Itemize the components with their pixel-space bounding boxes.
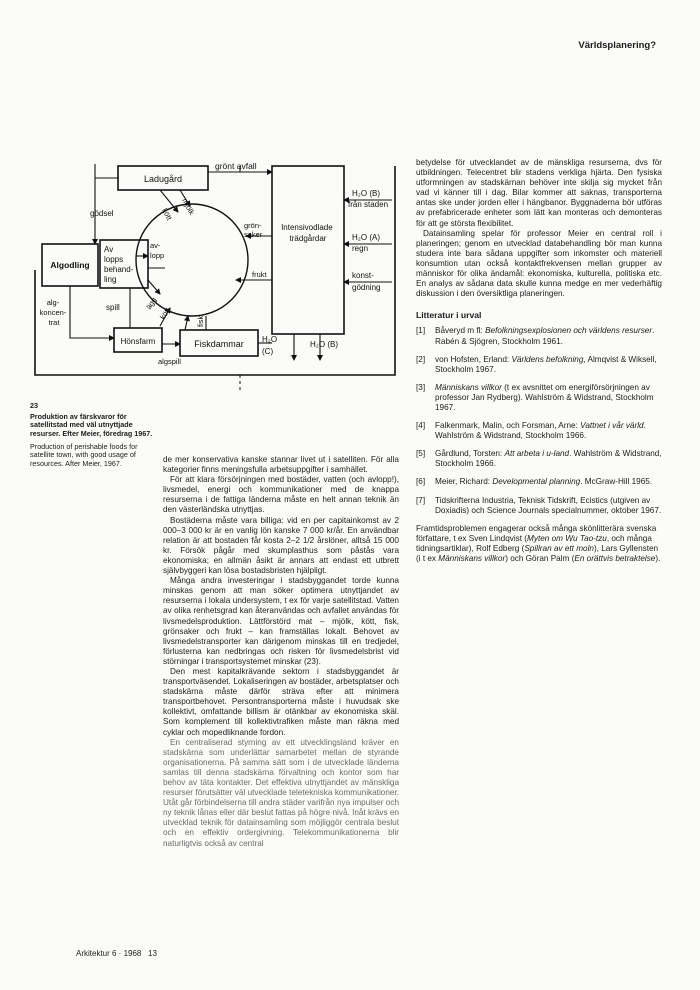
h2o-b-bottom-label: H₂O (B) xyxy=(310,340,338,349)
tradgardar-label-2: trädgårdar xyxy=(289,234,327,243)
svg-text:Av lopps behand- l xyxy=(104,245,136,284)
reference-author: Meier, Richard: xyxy=(435,477,493,487)
reference-item xyxy=(416,449,662,469)
reference-title: Developmental planning xyxy=(492,477,581,487)
reference-number: [2] xyxy=(416,354,426,364)
reference-author: Gårdlund, Torsten: xyxy=(435,449,505,459)
right-text-column xyxy=(416,158,662,564)
reference-item xyxy=(416,477,662,487)
svg-text:H₂O (C) xyxy=(262,335,279,356)
avlopp-label-1: Av xyxy=(104,245,114,254)
reference-author: Båveryd m fl: xyxy=(435,326,486,336)
reference-text xyxy=(435,355,662,375)
caption-swedish: Produktion av färskvaror för satellitstad med väl utnyttjade resurser. Efter Meier, föredrag 1967. xyxy=(30,411,153,438)
h2o-a-regn-label-2: regn xyxy=(352,244,369,253)
reference-publisher: , Almqvist & Wiksell, Stockholm 1967. xyxy=(435,354,657,374)
page-number: 13 xyxy=(148,949,157,958)
algspill-label: algspill xyxy=(158,357,181,366)
running-head: Världsplanering? xyxy=(578,40,656,51)
svg-text:av- lopp xyxy=(150,241,164,260)
body-paragraph: En centraliserad styrning av ett utvecklingsland kräver en stadskärna som underlättar samarbetet mellan de styrande organisationerna. På samma sätt som i de utvecklade länderna samlas till denna stadskärna förvaltning och kontor som har behov av täta kontakter. Det effektiva utnyttjandet av mänskliga resurser förutsätter väl utvecklade teletekniska kommunikationer. Utåt går förbindelserna till andra städer varifrån nya impulser och ny teknik lånas eller där beslut fattas på högre nivå. Inåt krävs en utvecklad teknik för datainsamling som möjliggör centrala beslut och en effektiv ordergivning. Telekommunikationerna blir naturligtvis också av central xyxy=(163,737,399,848)
middle-text-column xyxy=(163,455,399,849)
text-segment: ) och Göran Palm ( xyxy=(505,554,575,563)
reference-publisher: (t ex avsnittet om energiförsörjningen av professor Jan Rydberg). Wahlström & Widstrand, Stockholm 1967. xyxy=(435,382,654,412)
reference-item xyxy=(416,355,662,375)
reference-author: Falkenmark, Malin, och Forsman, Arne: xyxy=(435,421,581,431)
godsel-label: gödsel xyxy=(90,209,114,218)
work-title: Spillran av ett moln xyxy=(524,543,594,553)
reference-number: [6] xyxy=(416,477,426,487)
text-segment: ). xyxy=(655,554,661,563)
reference-author: von Hofsten, Erland: xyxy=(435,354,512,364)
text-segment: , och många tidningsartiklar), Rolf Edberg ( xyxy=(416,533,652,553)
body-paragraph: Datainsamling spelar för professor Meier en central roll i planeringen; genom en utvecklad databehandling bör man kunna studera inte bara sådana uppgifter som inkomster och materiell konsumtion utan också kontaktfrekvensen mellan grupper av människor för olika ändamål: ekonomiska, kulturella, politiska etc. En analys av sådana data skulle kunna medge en mer vederhäftig diskussion i den översiktliga planeringen. xyxy=(416,228,662,299)
algkoncentrat-label-3: trat xyxy=(48,318,60,327)
kott-top-label: kött xyxy=(160,206,174,222)
gronsaker-label-2: saker xyxy=(244,230,263,239)
algkoncentrat-label-1: alg- xyxy=(46,298,60,307)
reference-text xyxy=(435,477,662,487)
avlopp-label-3: behand- xyxy=(104,265,134,274)
resource-flow-diagram xyxy=(30,160,410,400)
figure-number: 23 xyxy=(30,401,38,410)
algodling-label: Algodling xyxy=(50,260,90,270)
agg-label: ägg xyxy=(144,295,159,312)
svg-text:H₂O (A) regn xyxy=(352,233,382,253)
figure-caption xyxy=(30,402,155,468)
reference-text xyxy=(435,449,662,469)
reference-text xyxy=(435,383,662,413)
body-paragraph: För att klara försörjningen med bostäder, vatten (och avlopp!), livsmedel, energi och kommunikationer med de knappa resurserna i de fattiga länderna måste en helt annan teknik än den västerländska utnyttjas. xyxy=(163,475,399,515)
reference-publisher: . McGraw-Hill 1965. xyxy=(580,477,653,487)
ladugard-label: Ladugård xyxy=(143,174,183,184)
spill-label: spill xyxy=(106,303,120,312)
mjolk-label: mjölk xyxy=(180,196,197,217)
caption-english: Production of perishable foods for satellite town, with good usage of resources. After Meier, 1967. xyxy=(30,441,138,468)
body-paragraph: Bostäderna måste vara billiga: vid en per capitainkomst av 2 000–3 000 kr är en vanlig lön kanske 7 000 kr/år. En användbar relation är att bostaden får kosta 2–2 1/2 årslöner, alltså 15 000 kr. Försök pågår med skumplasthus som påstås vara ekonomiska; en allmän åsikt är annars att endast ett utbrett självbyggeri kan lösa bostadsbristen hjälpligt. xyxy=(163,515,399,576)
h2o-b-staden-label-2: från staden xyxy=(348,200,389,209)
reference-text xyxy=(435,326,662,346)
konstgodning-label-1: konst- xyxy=(352,271,374,280)
reference-number: [4] xyxy=(416,421,426,431)
body-paragraph: Många andra investeringar i stadsbyggandet torde kunna minskas genom att man söker optimera utnyttjandet av resurserna i lokala undersystem, t ex för varje satellitstad. Vatten av olika renhetsgrad kan återanvändas och avfallet användas för livsmedelsproduktion. Lättförstörd mat – mjölk, kött, fisk, grönsaker och frukt – kan framställas lokalt. Behovet av livsmedelstransporter kan därigenom minskas till en tredjedel, förlusterna kan nedbringas och risken för livsmedelsbrist vid störningar i transportsystemet minskar (23). xyxy=(163,576,399,666)
work-title: Människans villkor xyxy=(438,554,506,563)
kott-bottom-label: kött xyxy=(158,306,173,322)
fiskdammar-label: Fiskdammar xyxy=(194,339,244,349)
page-footer xyxy=(76,949,157,958)
svg-text:alg- koncen- trat xyxy=(40,298,69,327)
konstgodning-label-2: gödning xyxy=(352,283,381,292)
h2o-a-regn-label-1: H₂O (A) xyxy=(352,233,380,242)
svg-text:grön- saker xyxy=(244,221,264,239)
text-segment: ), Lars Gyllensten (i t ex xyxy=(416,543,659,563)
svg-text:H₂O (B) från staden xyxy=(348,189,388,209)
reference-text xyxy=(435,496,662,516)
reference-text xyxy=(435,421,662,441)
h2o-c-label-1: H₂O xyxy=(262,335,278,344)
svg-text:Intensivodlade trädgårdar xyxy=(281,223,335,243)
reference-item xyxy=(416,421,662,441)
avlopp-flow-label-1: av- xyxy=(150,241,161,250)
h2o-c-label-2: (C) xyxy=(262,347,274,356)
reference-list xyxy=(416,326,662,515)
reference-number: [5] xyxy=(416,449,426,459)
body-paragraph: de mer konservativa kanske stannar livet ut i satelliten. För alla kategorier finns meningsfulla arbetsuppgifter i samhället. xyxy=(163,455,399,475)
work-title: Myten om Wu Tao-tzu xyxy=(527,533,607,543)
honsfarm-label: Hönsfarm xyxy=(120,337,156,346)
reference-number: [3] xyxy=(416,382,426,392)
reference-publisher: . Rabén & Sjögren, Stockholm 1961. xyxy=(435,326,655,346)
avlopp-label-4: ling xyxy=(104,275,117,284)
reference-item xyxy=(416,496,662,516)
text-segment: Framtidsproblemen engagerar också många skönlitterära svenska författare, t ex Sven Lindqvist ( xyxy=(416,523,657,543)
reference-item xyxy=(416,326,662,346)
reference-item xyxy=(416,383,662,413)
gront-avfall-label: grönt avfall xyxy=(215,161,257,171)
h2o-b-staden-label-1: H₂O (B) xyxy=(352,189,380,198)
avlopp-label-2: lopps xyxy=(104,255,124,264)
reference-publisher: . Wahlström & Widstrand, Stockholm 1966. xyxy=(435,421,646,441)
frukt-label: frukt xyxy=(252,270,267,279)
body-paragraph: Den mest kapitalkrävande sektorn i stadsbyggandet är transportväsendet. Lokaliseringen av bostäder, arbetsplatser och stadskärna måste därför sträva efter att minimera transportbehovet. Persontransporterna måste i huvudsak ske kollektivt, omfattande billism är otänkbar av ekonomiska skäl. Som komplement till kollektivtrafiken måste man räkna med cyklar och mopedliknande fordon. xyxy=(163,666,399,737)
fisk-label: fisk xyxy=(196,315,205,327)
closing-paragraph xyxy=(416,524,662,564)
tradgardar-label-1: Intensivodlade xyxy=(281,223,333,232)
journal-issue: Arkitektur 6 · 1968 xyxy=(76,949,142,958)
reference-title: Vattnet i vår värld xyxy=(580,421,644,431)
reference-title: Människans villkor xyxy=(435,382,502,392)
literature-heading: Litteratur i urval xyxy=(416,310,482,321)
body-paragraph: betydelse för utvecklandet av de mänskliga resurserna, dvs för utbildningen. Telecentret blir stadens verkliga hjärta. Den fysiska utformningen av stadskärnan behöver inte skilja sig mycket från vad vi känner till i dag. Bilar kommer att saknas, transporterna antas ske under jorden eller i hängbanor. Byggnaderna bör utföras av prefabricerade enheter som lätt kan monteras och demonteras för att ge största flexibilitet. xyxy=(416,158,662,228)
reference-number: [1] xyxy=(416,326,426,336)
tradgardar-box xyxy=(272,166,344,334)
avlopp-flow-label-2: lopp xyxy=(150,251,165,260)
reference-title: Befolkningsexplosionen och världens resurser xyxy=(485,326,653,336)
reference-title: Att arbeta i u-land xyxy=(504,449,570,459)
right-paragraphs xyxy=(416,158,662,299)
algkoncentrat-label-2: koncen- xyxy=(39,308,67,317)
reference-publisher: . Wahlström & Widstrand, Stockholm 1966. xyxy=(435,449,662,469)
work-title: En orättvis betraktelse xyxy=(574,554,656,563)
reference-number: [7] xyxy=(416,495,426,505)
reference-title: Världens befolkning xyxy=(511,354,584,364)
reference-author: Tidskrifterna Industria, Teknisk Tidskrift, Ecistics (utgiven av Doxiadis) och Science Journals specialnummer, oktober 1967. xyxy=(435,495,662,515)
gronsaker-label-1: grön- xyxy=(244,221,262,230)
